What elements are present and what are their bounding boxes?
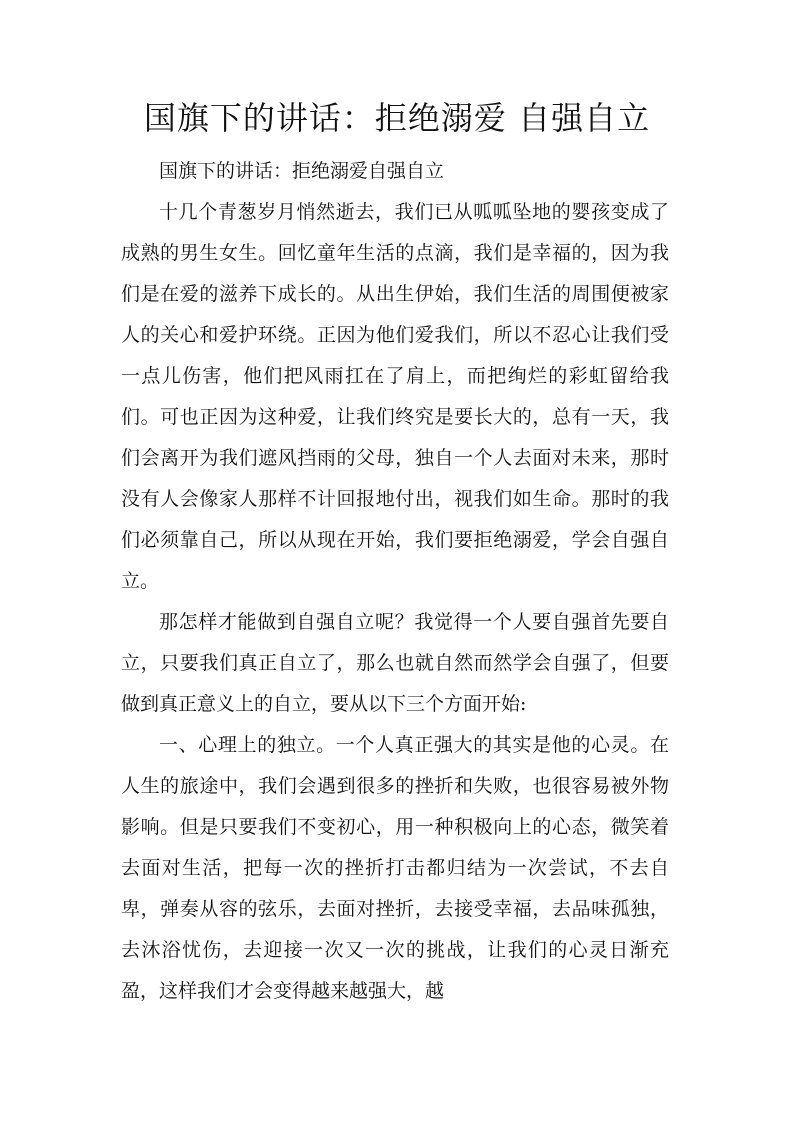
body-paragraph-2: 那怎样才能做到自强自立呢？我觉得一个人要自强首先要自立，只要我们真正自立了，那么也就自然而然学会自强了，但要做到真正意义上的自立，要从以下三个方面开始: [121,611,669,715]
subtitle-paragraph: 国旗下的讲话：拒绝溺爱自强自立 [159,160,445,182]
document-title: 国旗下的讲话：拒绝溺爱 自强自立 [143,99,651,137]
body-paragraph-3: 一、心理上的独立。一个人真正强大的其实是他的心灵。在人生的旅途中，我们会遇到很多的挫折和失败，也很容易被外物影响。但是只要我们不变初心，用一种积极向上的心态，微笑着去面对生活，把每一次的挫折打击都归结为一次尝试，不去自卑，弹奏从容的弦乐，去面对挫折，去接受幸福，去品味孤独，去沐浴忧伤，去迎接一次又一次的挑战，让我们的心灵日渐充盈，这样我们才会变得越来越强大，越 [121,734,669,1002]
document-body [121,151,669,1012]
body-paragraph-1: 十几个青葱岁月悄然逝去，我们已从呱呱坠地的婴孩变成了成熟的男生女生。回忆童年生活的点滴，我们是幸福的，因为我们是在爱的滋养下成长的。从出生伊始，我们生活的周围便被家人的关心和爱护环绕。正因为他们爱我们，所以不忍心让我们受一点儿伤害，他们把风雨扛在了肩上，而把绚烂的彩虹留给我们。可也正因为这种爱，让我们终究是要长大的，总有一天，我们会离开为我们遮风挡雨的父母，独自一个人去面对未来，那时没有人会像家人那样不计回报地付出，视我们如生命。那时的我们必须靠自己，所以从现在开始，我们要拒绝溺爱，学会自强自立。 [121,201,669,592]
